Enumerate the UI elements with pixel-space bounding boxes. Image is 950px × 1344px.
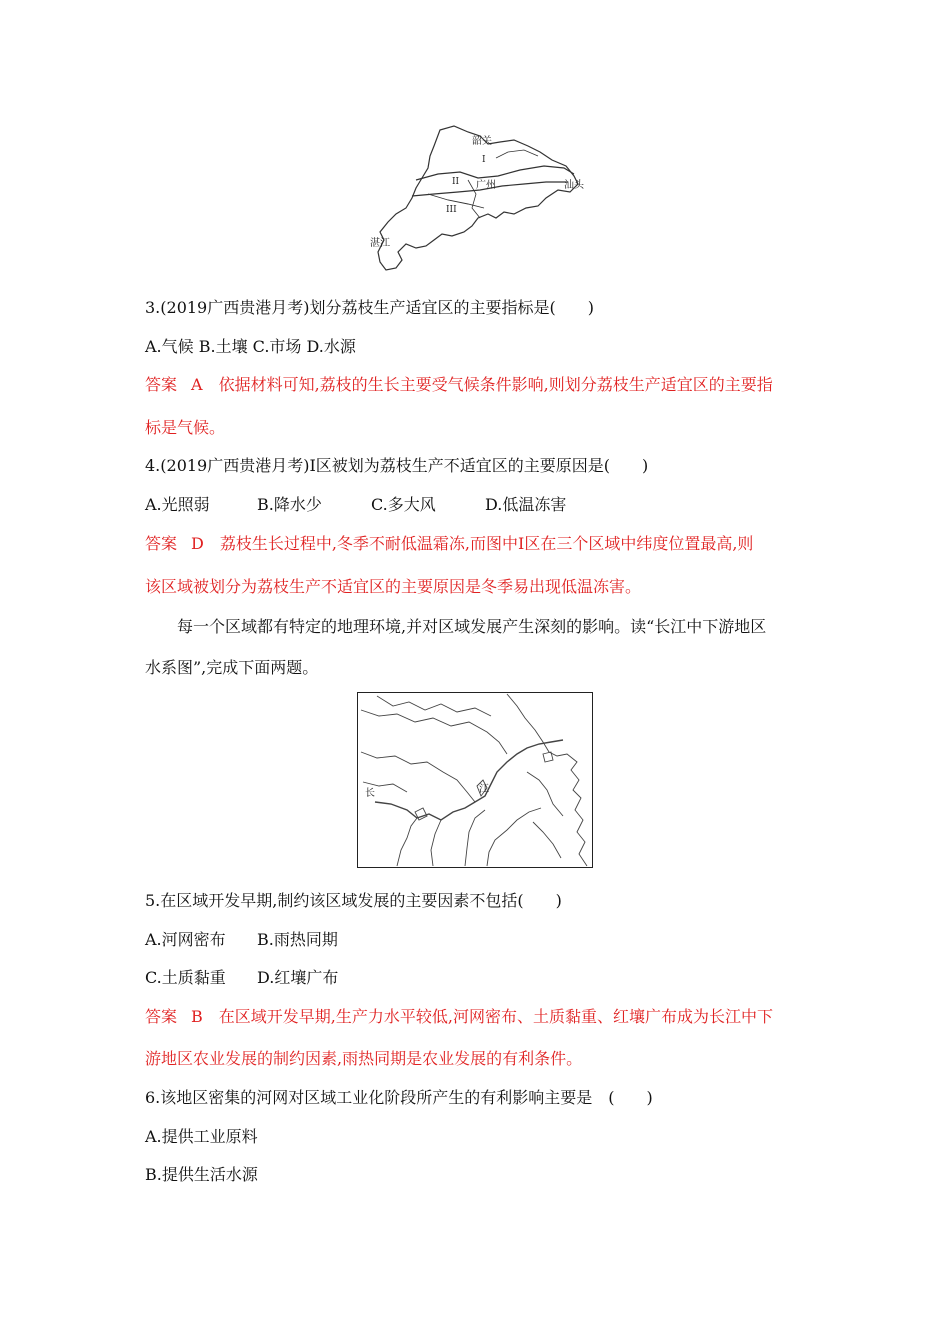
province-outline [378,126,578,270]
option-d: D.低温冻害 [485,495,567,514]
yangtze-river-map [357,692,593,868]
option-d: D.红壤广布 [257,968,339,987]
label-region-2: II [452,177,460,187]
answer-tag: 答案 [145,375,178,394]
answer-tag: 答案 [145,534,178,553]
option-c: C.多大风 [371,495,436,514]
question-4-answer-cont: 该区域被划分为荔枝生产不适宜区的主要原因是冬季易出现低温冻害。 [145,577,642,596]
question-6-stem: 6.该地区密集的河网对区域工业化阶段所产生的有利影响主要是 ( ) [145,1088,653,1107]
label-chang: 长 [365,788,375,799]
question-3-answer [145,374,773,396]
answer-explanation: 依据材料可知,荔枝的生长主要受气候条件影响,则划分荔枝生产适宜区的主要指 [218,375,773,394]
option-b: B.降水少 [257,495,322,514]
question-5-answer-cont: 游地区农业发展的制约因素,雨热同期是农业发展的有利条件。 [145,1049,583,1068]
option-c: C.土质黏重 [145,968,226,987]
option-a: A.光照弱 [145,495,210,514]
answer-key: B [191,1007,203,1026]
label-shantou: 汕头 [564,180,584,191]
answer-key: A [191,375,203,394]
question-5-options-row1 [145,929,338,951]
question-5-stem: 5.在区域开发早期,制约该区域发展的主要因素不包括( ) [145,891,562,910]
answer-tag: 答案 [145,1007,178,1026]
question-5-options-row2 [145,967,338,989]
option-b: B.雨热同期 [257,930,338,949]
label-region-1: I [482,155,486,165]
label-region-3: III [446,205,457,215]
intro-line-2: 水系图”,完成下面两题。 [145,658,319,677]
label-jiang: 江 [479,784,489,795]
answer-key: D [191,534,204,553]
question-4-options [145,494,566,516]
label-guangzhou: 广州 [476,180,496,191]
question-3-answer-cont: 标是气候。 [145,418,226,437]
question-3-options: A.气候 B.土壤 C.市场 D.水源 [145,337,356,356]
guangdong-region-map [368,122,588,274]
question-4-answer [145,533,753,555]
region-boundary-upper [416,166,574,180]
intro-line-1: 每一个区域都有特定的地理环境,并对区域发展产生深刻的影响。读“长江中下游地区 [177,617,767,636]
inner-boundary-2 [496,150,538,158]
answer-explanation: 在区域开发早期,生产力水平较低,河网密布、土质黏重、红壤广布成为长江中下 [218,1007,773,1026]
label-shaoguan: 韶关 [472,136,492,147]
option-a: A.河网密布 [145,930,226,949]
question-6-option-b: B.提供生活水源 [145,1165,258,1184]
answer-explanation: 荔枝生长过程中,冬季不耐低温霜冻,而图中Ⅰ区在三个区域中纬度位置最高,则 [219,534,754,553]
label-zhanjiang: 湛江 [370,238,390,249]
question-4-stem: 4.(2019广西贵港月考)Ⅰ区被划为荔枝生产不适宜区的主要原因是( ) [145,456,649,475]
question-3-stem: 3.(2019广西贵港月考)划分荔枝生产适宜区的主要指标是( ) [145,298,594,317]
question-5-answer [145,1006,773,1028]
question-6-option-a: A.提供工业原料 [145,1127,258,1146]
